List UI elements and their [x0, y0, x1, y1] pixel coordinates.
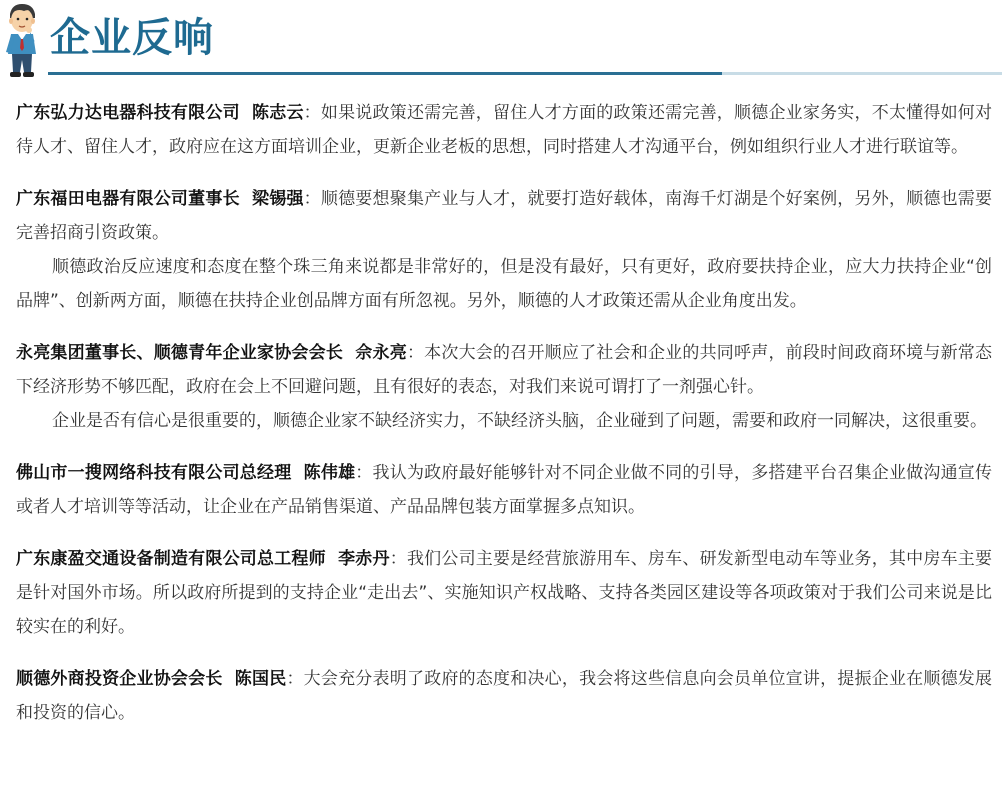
speaker-org: 广东康盈交通设备制造有限公司总工程师 [16, 549, 326, 569]
feedback-paragraph [16, 542, 992, 644]
feedback-text: 本次大会的召开顺应了社会和企业的共同呼声，前段时间政商环境与新常态下经济形势不够匹配，政府在会上不回避问题，且有很好的表态，对我们来说可谓打了一剂强心针。 [16, 343, 993, 397]
page-header [0, 0, 1004, 80]
speaker-separator: ： [355, 463, 373, 483]
feedback-paragraph [16, 336, 992, 404]
speaker-separator: ： [389, 549, 407, 569]
feedback-text: 如果说政策还需完善，留住人才方面的政策还需完善，顺德企业家务实，不太懂得如何对待人才、留住人才，政府应在这方面培训企业，更新企业老板的思想，同时搭建人才沟通平台，例如组织行业人才进行联谊等。 [16, 103, 993, 157]
speaker-separator: ： [303, 189, 321, 209]
feedback-paragraph-continued: 顺德政治反应速度和态度在整个珠三角来说都是非常好的，但是没有最好，只有更好，政府要扶持企业，应大力扶持企业“创品牌”、创新两方面，顺德在扶持企业创品牌方面有所忽视。另外，顺德的人才政策还需从企业角度出发。 [16, 257, 992, 311]
feedback-text: 我认为政府最好能够针对不同企业做不同的引导，多搭建平台召集企业做沟通宣传或者人才培训等等活动，让企业在产品销售渠道、产品品牌包装方面掌握多点知识。 [16, 463, 993, 517]
feedback-entry [16, 96, 992, 164]
feedback-text: 我们公司主要是经营旅游用车、房车、研发新型电动车等业务，其中房车主要是针对国外市场。所以政府所提到的支持企业“走出去”、实施知识产权战略、支持各类园区建设等各项政策对于我们公司来说是比较实在的利好。 [16, 549, 993, 637]
speaker-org: 永亮集团董事长、顺德青年企业家协会会长 [16, 343, 344, 363]
feedback-paragraph [16, 182, 992, 250]
speaker-name: 梁锡强 [251, 189, 304, 209]
feedback-paragraph-continued: 企业是否有信心是很重要的，顺德企业家不缺经济实力，不缺经济头脑，企业碰到了问题，需要和政府一同解决，这很重要。 [52, 411, 987, 431]
speaker-name: 陈国民 [234, 669, 287, 689]
title-divider [48, 72, 1002, 75]
speaker-org: 广东弘力达电器科技有限公司 [16, 103, 240, 123]
speaker-org: 广东福田电器有限公司董事长 [16, 189, 240, 209]
feedback-paragraph [16, 96, 992, 164]
speaker-separator: ： [286, 669, 304, 689]
feedback-list [16, 96, 992, 748]
feedback-entry [16, 456, 992, 524]
feedback-paragraph [16, 662, 992, 730]
feedback-paragraph [16, 456, 992, 524]
feedback-entry [16, 336, 992, 438]
feedback-text: 顺德要想聚集产业与人才，就要打造好载体，南海千灯湖是个好案例，另外，顺德也需要完善招商引资政策。 [16, 189, 993, 243]
speaker-org: 顺德外商投资企业协会会长 [16, 669, 223, 689]
speaker-separator: ： [406, 343, 425, 363]
feedback-entry [16, 662, 992, 730]
speaker-separator: ： [303, 103, 321, 123]
feedback-entry [16, 182, 992, 318]
feedback-entry [16, 542, 992, 644]
cartoon-man-icon [2, 2, 42, 78]
speaker-name: 佘永亮 [355, 343, 407, 363]
speaker-org: 佛山市一搜网络科技有限公司总经理 [16, 463, 292, 483]
speaker-name: 李赤丹 [337, 549, 390, 569]
speaker-name: 陈志云 [251, 103, 304, 123]
page-title: 企业反响 [50, 15, 214, 61]
speaker-name: 陈伟雄 [303, 463, 356, 483]
feedback-text: 大会充分表明了政府的态度和决心，我会将这些信息向会员单位宣讲，提振企业在顺德发展和投资的信心。 [16, 669, 993, 723]
